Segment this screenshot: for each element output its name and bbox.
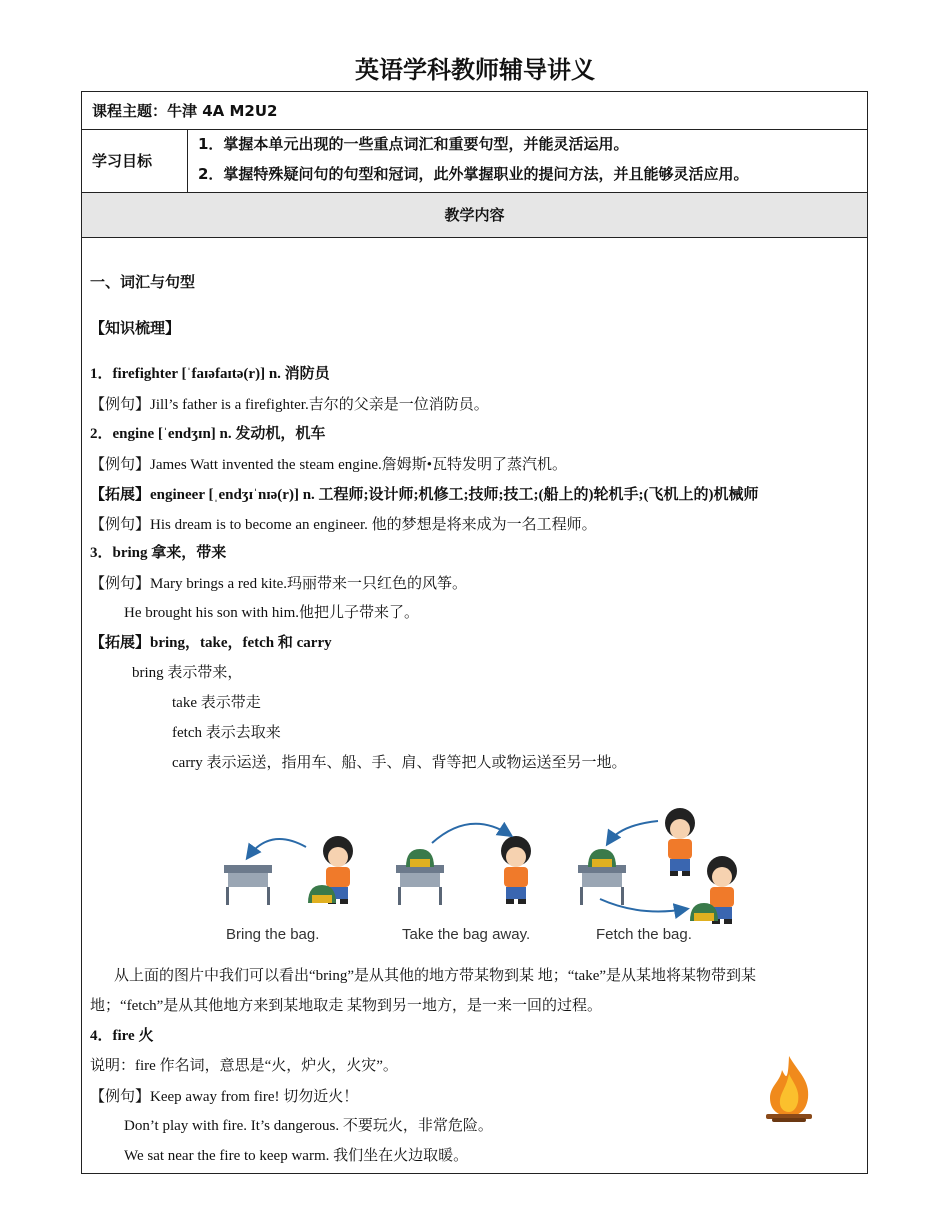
bring-meaning: bring 表示带来， (132, 665, 243, 681)
fetch-meaning: fetch 表示去取来 (172, 725, 281, 741)
fire-icon (758, 1054, 820, 1124)
fetch-panel (578, 808, 737, 943)
example-text: His dream is to become an engineer. 他的梦想是将来成为一名工程师。 (150, 517, 597, 533)
bring-panel (224, 836, 353, 943)
carry-meaning: carry 表示运送，指用车、船、手、肩、背等把人或物运送至另一地。 (172, 755, 627, 771)
word-4-note: 说明：fire 作名词，意思是“火，炉火，火灾”。 (90, 1058, 398, 1074)
goals-label: 学习目标 (92, 152, 153, 170)
word-4-example-3: We sat near the fire to keep warm. 我们坐在火边取暖。 (124, 1148, 469, 1164)
goal-item-1: 1．掌握本单元出现的一些重点词汇和重要句型，并能灵活运用。 (198, 135, 629, 153)
goal-item-2: 2．掌握特殊疑问句的句型和冠词，此外掌握职业的提问方法，并且能够灵活应用。 (198, 165, 749, 183)
example-tag: 【例句】 (90, 395, 151, 413)
take-panel (396, 824, 531, 943)
word-4-example-2: Don’t play with fire. It’s dangerous. 不要玩火，非常危险。 (124, 1118, 493, 1134)
example-tag: 【例句】 (90, 515, 151, 533)
section-title: 一、词汇与句型 (90, 273, 196, 291)
caption-take: Take the bag away. (402, 926, 531, 943)
example-text: Jill’s father is a firefighter.吉尔的父亲是一位消防员。 (150, 397, 489, 413)
word-2-heading: 2．engine [ˈendʒɪn] n. 发动机，机车 (90, 426, 326, 442)
word-3-example (90, 573, 467, 594)
explanation-line-1: 从上面的图片中我们可以看出“bring”是从其他的地方带某物到某 地；“take”是从某地将某物带到某 (114, 968, 757, 984)
caption-fetch: Fetch the bag. (596, 926, 692, 943)
example-text: Keep away from fire! 切勿近火！ (150, 1089, 359, 1105)
page-title: 英语学科教师辅导讲义 (355, 55, 595, 84)
goals-divider (187, 130, 188, 192)
word-2-example (90, 454, 567, 475)
goals-row (82, 130, 867, 193)
content-header: 教学内容 (444, 206, 505, 224)
course-row (82, 92, 867, 130)
knowledge-title: 【知识梳理】 (90, 319, 181, 337)
example-tag: 【例句】 (90, 574, 151, 592)
word-2-extension (90, 484, 759, 505)
word-3-heading: 3．bring 拿来，带来 (90, 545, 227, 561)
course-label: 课程主题：牛津 4A M2U2 (92, 102, 278, 120)
content-header-row (82, 193, 867, 238)
example-text: James Watt invented the steam engine.詹姆斯•瓦特发明了蒸汽机。 (150, 457, 568, 473)
word-4-heading: 4．fire 火 (90, 1028, 154, 1044)
caption-bring: Bring the bag. (226, 926, 320, 943)
extension-text: engineer [ˌendʒɪˈnɪə(r)] n. 工程师;设计师;机修工;技师;技工;(船上的)轮机手;(飞机上的)机械师 (150, 487, 759, 503)
example-tag: 【例句】 (90, 455, 151, 473)
example-tag: 【例句】 (90, 1087, 151, 1105)
word-2-example-2 (90, 514, 597, 535)
word-1-example (90, 394, 489, 415)
word-4-example (90, 1086, 358, 1107)
example-text: Mary brings a red kite.玛丽带来一只红色的风筝。 (150, 576, 468, 592)
word-3-example-2: He brought his son with him.他把儿子带来了。 (124, 605, 419, 621)
bring-take-fetch-illustration (220, 807, 744, 957)
extension-tag: 【拓展】 (90, 485, 151, 503)
lesson-table (81, 91, 868, 1174)
explanation-line-2: 地；“fetch”是从其他地方来到某地取走 某物到另一地方，是一来一回的过程。 (90, 998, 603, 1014)
take-meaning: take 表示带走 (172, 695, 261, 711)
word-1-heading: 1．firefighter [ˈfaɪəfaɪtə(r)] n. 消防员 (90, 366, 330, 382)
word-3-extension: 【拓展】bring，take，fetch 和 carry (90, 635, 332, 651)
